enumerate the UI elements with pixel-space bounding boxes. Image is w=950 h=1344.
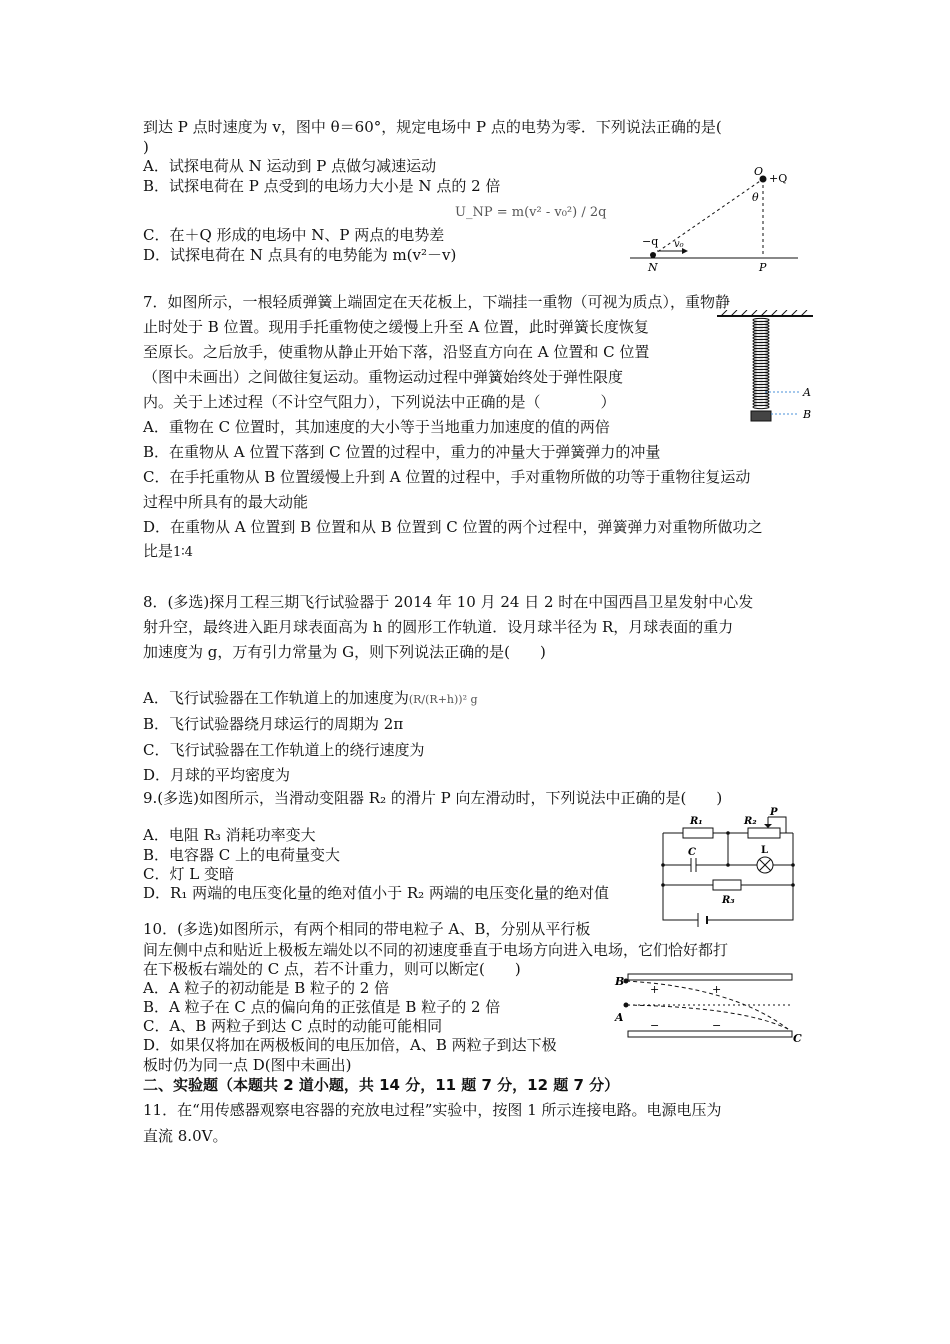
spring-loop — [753, 405, 769, 408]
label-l: L — [761, 845, 769, 856]
dashed-np-line — [653, 179, 763, 255]
junction-6 — [791, 883, 795, 887]
q6-option-a: A．试探电荷从 N 运动到 P 点做匀减速运动 — [143, 157, 437, 175]
junction-2 — [726, 863, 730, 867]
q10-option-b: B．A 粒子在 C 点的偏向角的正弦值是 B 粒子的 2 倍 — [143, 998, 501, 1016]
q8-line2: 射升空，最终进入距月球表面高为 h 的圆形工作轨道．设月球半径为 R，月球表面的重力 — [143, 618, 734, 636]
resistor-r2 — [748, 828, 780, 838]
q6-option-d: D．试探电荷在 N 点具有的电势能为 m(v²－v) — [143, 246, 457, 264]
q10-option-c: C．A、B 两粒子到达 C 点时的动能可能相同 — [143, 1017, 443, 1035]
label-a: A — [615, 1011, 624, 1024]
label-r2: R₂ — [744, 816, 757, 827]
label-theta: θ — [752, 191, 759, 204]
junction-5 — [791, 863, 795, 867]
q10-line2: 间左侧中点和贴近上极板左端处以不同的初速度垂直于电场方向进入电场，它们恰好都打 — [143, 941, 729, 959]
q8-a-text: A．飞行试验器在工作轨道上的加速度为 — [143, 689, 409, 707]
q10-plates-figure — [612, 965, 807, 1045]
q8-option-a — [143, 688, 478, 710]
section2-title: 二、实验题（本题共 2 道小题，共 14 分，11 题 7 分，12 题 7 分） — [143, 1076, 620, 1094]
q6-formula: U_NP = m(v² - v₀²) / 2q — [455, 205, 607, 220]
q7-line1: 7．如图所示，一根轻质弹簧上端固定在天花板上，下端挂一重物（可视为质点），重物静 — [143, 293, 731, 311]
q6-option-c: C．在＋Q 形成的电场中 N、P 两点的电势差 — [143, 226, 445, 244]
label-r3: R₃ — [722, 895, 735, 906]
junction-3 — [661, 863, 665, 867]
label-minus-q: −q — [642, 235, 659, 248]
q7-ratio: 1∶4 — [173, 545, 193, 560]
q6-field-figure — [628, 165, 800, 273]
minus-sign-1: − — [650, 1019, 660, 1032]
label-c: C — [793, 1032, 802, 1045]
q8-option-b: B．飞行试验器绕月球运行的周期为 2π — [143, 715, 404, 733]
q8-line1: 8．(多选)探月工程三期飞行试验器于 2014 年 10 月 24 日 2 时在中国西昌卫星发射中心发 — [143, 593, 754, 611]
label-b: B — [803, 408, 812, 421]
q7-d-text: 比是 — [143, 542, 174, 560]
junction-1 — [726, 831, 730, 835]
label-c: C — [688, 847, 696, 858]
q7-option-a: A．重物在 C 位置时，其加速度的大小等于当地重力加速度的值的两倍 — [143, 418, 610, 436]
label-o: O — [754, 165, 764, 178]
q7-option-c-line2: 过程中所具有的最大动能 — [143, 493, 309, 511]
resistor-r1 — [683, 828, 713, 838]
junction-4 — [661, 883, 665, 887]
slider-arrowhead — [764, 824, 772, 828]
q7-option-d-line1: D．在重物从 A 位置到 B 位置和从 B 位置到 C 位置的两个过程中，弹簧弹力对重物所做功之 — [143, 518, 763, 536]
particle-a — [624, 1003, 629, 1008]
minus-sign-2: − — [712, 1019, 722, 1032]
q11-line1: 11．在“用传感器观察电容器的充放电过程”实验中，按图 1 所示连接电路。电源电压为 — [143, 1101, 722, 1119]
q8-option-c: C．飞行试验器在工作轨道上的绕行速度为 — [143, 741, 425, 759]
q6-option-b: B．试探电荷在 P 点受到的电场力大小是 N 点的 2 倍 — [143, 177, 501, 195]
label-v0: v₀ — [674, 239, 684, 250]
q10-line3: 在下极板右端处的 C 点，若不计重力，则可以断定( ) — [143, 960, 521, 978]
q9-line1: 9.(多选)如图所示，当滑动变阻器 R₂ 的滑片 P 向左滑动时，下列说法中正确的是( ) — [143, 789, 723, 807]
q8-a-formula: (R/(R+h))² g — [408, 693, 478, 706]
plus-sign-1: + — [650, 983, 660, 996]
label-p: P — [759, 261, 767, 273]
q9-option-a: A．电阻 R₃ 消耗功率变大 — [143, 826, 316, 844]
q7-option-d-line2 — [143, 541, 193, 563]
label-n: N — [648, 261, 658, 273]
q10-line1: 10．(多选)如图所示，有两个相同的带电粒子 A、B，分别从平行板 — [143, 920, 591, 938]
q7-line4: （图中未画出）之间做往复运动。重物运动过程中弹簧始终处于弹性限度 — [143, 368, 624, 386]
q10-option-d-line2: 板时仍为同一点 D(图中未画出) — [143, 1056, 352, 1074]
wire-right-bottom — [707, 833, 793, 920]
q7-line2: 止时处于 B 位置。现用手托重物使之缓慢上升至 A 位置，此时弹簧长度恢复 — [143, 318, 649, 336]
q7-line5: 内。关于上述过程（不计空气阻力），下列说法中正确的是（ ） — [143, 393, 616, 411]
plus-sign-2: + — [712, 983, 722, 996]
label-p: P — [770, 807, 778, 818]
q9-option-b: B．电容器 C 上的电荷量变大 — [143, 846, 341, 864]
q9-option-d: D．R₁ 两端的电压变化量的绝对值小于 R₂ 两端的电压变化量的绝对值 — [143, 884, 609, 902]
q7-line3: 至原长。之后放手，使重物从静止开始下落，沿竖直方向在 A 位置和 C 位置 — [143, 343, 650, 361]
label-b: B — [615, 975, 625, 988]
spring-coil — [753, 318, 769, 408]
q9-circuit-figure — [658, 805, 800, 929]
q9-option-c: C．灯 L 变暗 — [143, 865, 234, 883]
q10-option-d-line1: D．如果仅将加在两极板间的电压加倍，A、B 两粒子到达下极 — [143, 1036, 557, 1054]
q10-option-a: A．A 粒子的初动能是 B 粒子的 2 倍 — [143, 979, 390, 997]
q7-option-b: B．在重物从 A 位置下落到 C 位置的过程中，重力的冲量大于弹簧弹力的冲量 — [143, 443, 661, 461]
upper-plate — [628, 974, 792, 980]
q7-option-c-line1: C．在手托重物从 B 位置缓慢上升到 A 位置的过程中，手对重物所做的功等于重物往复运动 — [143, 468, 751, 486]
label-r1: R₁ — [690, 816, 703, 827]
label-plus-q: +Q — [769, 172, 788, 185]
charge-minus-q-dot — [650, 252, 656, 258]
q11-line2: 直流 8.0V。 — [143, 1127, 228, 1145]
q6-line1: 到达 P 点时速度为 v，图中 θ＝60°，规定电场中 P 点的电势为零．下列说法正确的是( — [143, 118, 722, 136]
q7-spring-figure — [715, 310, 815, 430]
label-a: A — [803, 386, 811, 399]
q6-line2: ) — [143, 138, 149, 156]
q8-option-d: D．月球的平均密度为 — [143, 766, 291, 784]
resistor-r3 — [713, 880, 741, 890]
weight-block — [751, 411, 771, 421]
q8-line3: 加速度为 g，万有引力常量为 G，则下列说法正确的是( ) — [143, 643, 546, 661]
